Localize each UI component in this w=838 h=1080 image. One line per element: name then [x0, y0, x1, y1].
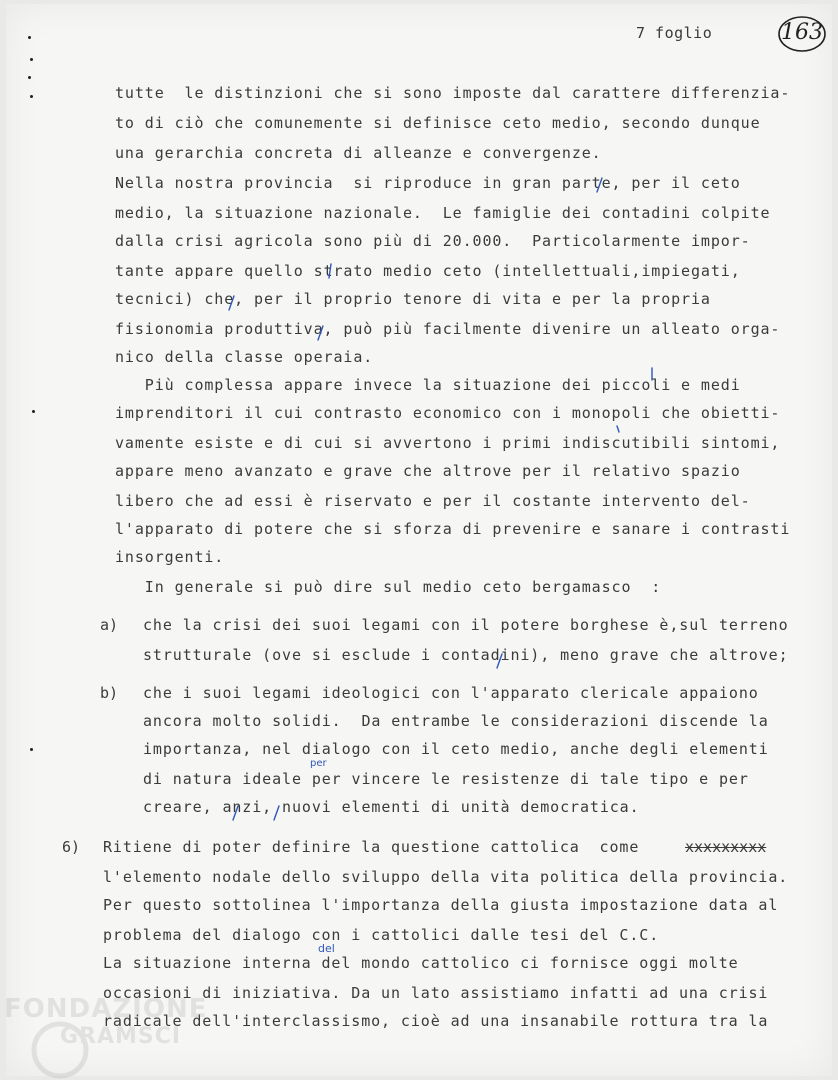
text-line: Ritiene di poter definire la questione cattolica come: [103, 838, 640, 856]
text-line: dalla crisi agricola sono più di 20.000. Particolarmente impor-: [115, 232, 751, 250]
watermark-line-2: GRAMSCI: [60, 1024, 182, 1049]
text-line: una gerarchia concreta di alleanze e convergenze.: [115, 144, 602, 162]
text-line: fisionomia produttiva, può più facilmente divenire un alleato orga-: [115, 320, 781, 338]
text-line: tutte le distinzioni che si sono imposte dal carattere differenzia-: [115, 84, 791, 102]
text-line: appare meno avanzato e grave che altrove per il relativo spazio: [115, 462, 741, 480]
handwritten-per: per: [310, 758, 327, 769]
text-line: Per questo sottolinea l'importanza della giusta impostazione data al: [103, 896, 779, 914]
text-line: creare, anzi, nuovi elementi di unità democratica.: [143, 798, 640, 816]
text-line: che la crisi dei suoi legami con il potere borghese è,sul terreno: [143, 616, 789, 634]
text-line: problema del dialogo con i cattolici dalle tesi del C.C.: [103, 926, 660, 944]
text-line: radicale dell'interclassismo, cioè ad una insanabile rottura tra la: [103, 1012, 769, 1030]
text-line: importanza, nel dialogo con il ceto medio, anche degli elementi: [143, 740, 769, 758]
text-line: tante appare quello strato medio ceto (intellettuali,impiegati,: [115, 262, 741, 280]
handwritten-del: del: [318, 942, 335, 955]
list-marker-b: b): [100, 684, 119, 702]
text-line: tecnici) che, per il proprio tenore di vita e per la propria: [115, 290, 711, 308]
text-line: vamente esiste e di cui si avvertono i primi indiscutibili sintomi,: [115, 434, 781, 452]
text-line: In generale si può dire sul medio ceto bergamasco :: [115, 578, 662, 596]
text-line: medio, la situazione nazionale. Le famiglie dei contadini colpite: [115, 204, 771, 222]
text-line: strutturale (ove si esclude i contadini), meno grave che altrove;: [143, 646, 789, 664]
text-line: nico della classe operaia.: [115, 348, 374, 366]
section-marker-6: 6): [62, 838, 81, 856]
text-line: Nella nostra provincia si riproduce in gran parte, per il ceto: [115, 174, 741, 192]
text-line: La situazione interna del mondo cattolico ci fornisce oggi molte: [103, 954, 739, 972]
text-line: libero che ad essi è riservato e per il costante intervento del-: [115, 492, 751, 510]
text-line: ancora molto solidi. Da entrambe le considerazioni discende la: [143, 712, 769, 730]
page-number: 163: [781, 20, 823, 45]
list-marker-a: a): [100, 616, 119, 634]
text-line: l'elemento nodale dello sviluppo della vita politica della provincia.: [103, 868, 789, 886]
watermark-line-1: FONDAZIONE: [4, 994, 208, 1024]
sheet-label: 7 foglio: [636, 24, 713, 42]
text-line: di natura ideale per vincere le resistenze di tale tipo e per: [143, 770, 749, 788]
text-line: Più complessa appare invece la situazione dei piccoli e medi: [115, 376, 741, 394]
text-line: insorgenti.: [115, 548, 225, 566]
text-line: to di ciò che comunemente si definisce ceto medio, secondo dunque: [115, 114, 761, 132]
text-line: occasioni di iniziativa. Da un lato assistiamo infatti ad una crisi: [103, 984, 769, 1002]
struck-word: xxxxxxxxx: [685, 838, 767, 856]
archive-watermark: [0, 990, 208, 1080]
text-line: l'apparato di potere che si sforza di prevenire e sanare i contrasti: [115, 520, 791, 538]
text-line: che i suoi legami ideologici con l'apparato clericale appaiono: [143, 684, 759, 702]
text-line: imprenditori il cui contrasto economico con i monopoli che obietti-: [115, 404, 781, 422]
